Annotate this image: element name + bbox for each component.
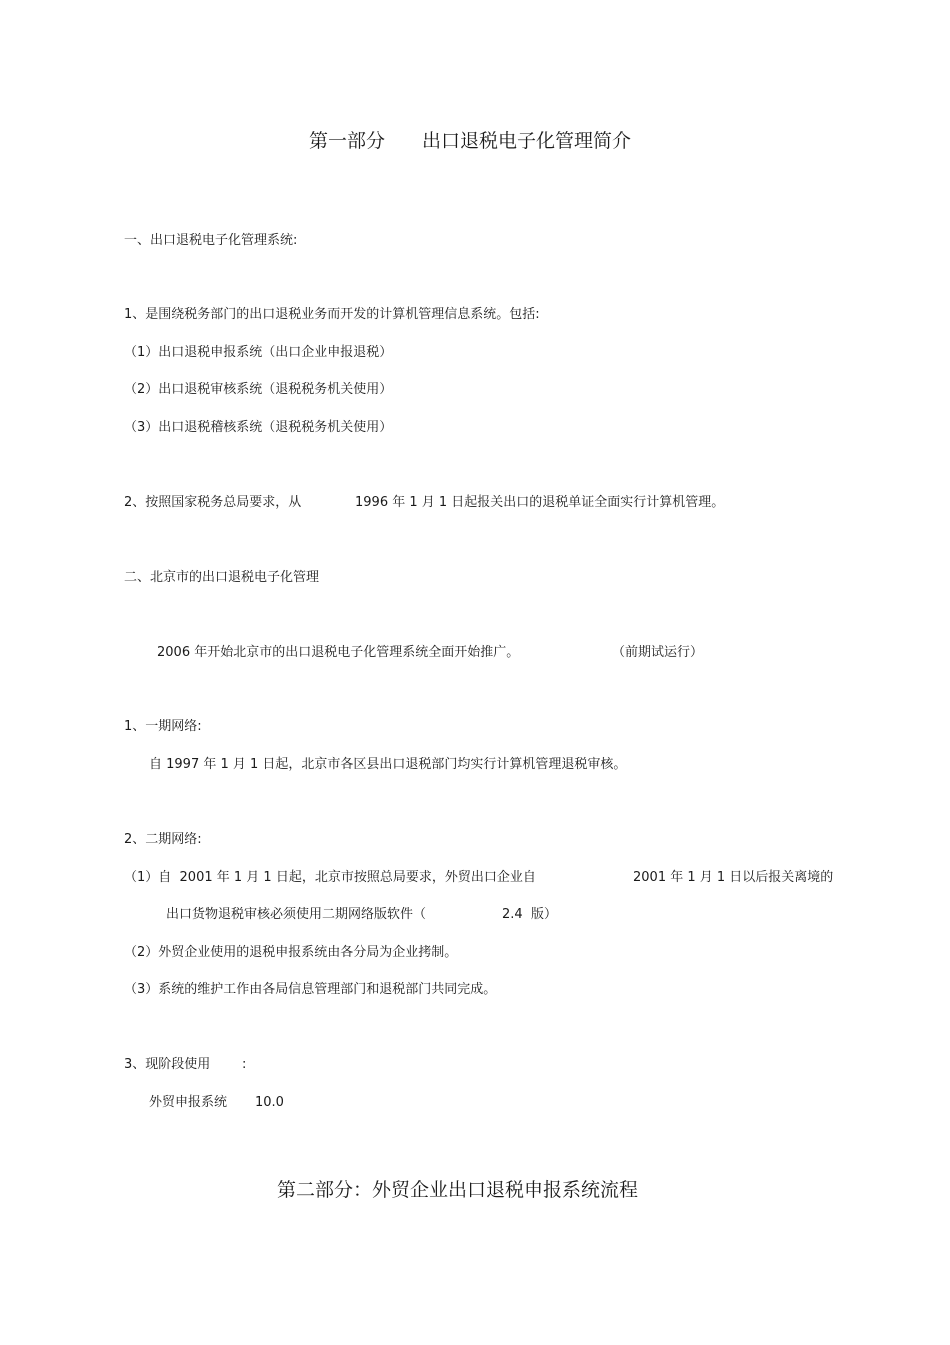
section2-intro-part-a: 2006 年开始北京市的出口退税电子化管理系统全面开始推广。 bbox=[157, 645, 520, 660]
phase3-system-version: 10.0 bbox=[255, 1095, 284, 1110]
phase2-sub3: （3）系统的维护工作由各局信息管理部门和退税部门共同完成。 bbox=[124, 982, 497, 997]
phase2-heading: 2、二期网络: bbox=[124, 832, 202, 847]
part1-title-text: 出口退税电子化管理简介 bbox=[422, 130, 632, 152]
section1-sub3: （3）出口退税稽核系统（退税税务机关使用） bbox=[124, 420, 393, 435]
section1-item2-part-b: 1996 年 1 月 1 日起报关出口的退税单证全面实行计算机管理。 bbox=[355, 495, 725, 510]
section1-sub1: （1）出口退税申报系统（出口企业申报退税） bbox=[124, 345, 393, 360]
phase3-system-name: 外贸申报系统 bbox=[149, 1095, 228, 1110]
phase3-colon: : bbox=[242, 1057, 247, 1072]
phase1-text: 自 1997 年 1 月 1 日起，北京市各区县出口退税部门均实行计算机管理退税审核。 bbox=[149, 757, 627, 772]
section1-item1: 1、是围绕税务部门的出口退税业务而开发的计算机管理信息系统。包括: bbox=[124, 307, 540, 322]
phase2-sub1-part-a: （1）自 2001 年 1 月 1 日起，北京市按照总局要求，外贸出口企业自 bbox=[124, 870, 536, 885]
phase2-sub2: （2）外贸企业使用的退税申报系统由各分局为企业拷制。 bbox=[124, 945, 458, 960]
section1-item2-part-a: 2、按照国家税务总局要求，从 bbox=[124, 495, 302, 510]
phase3-heading: 3、现阶段使用 bbox=[124, 1057, 211, 1072]
phase2-sub1-part-b: 2001 年 1 月 1 日以后报关离境的 bbox=[633, 870, 834, 885]
phase2-sub1-part-d: 2.4 版） bbox=[502, 907, 557, 922]
part2-title: 第二部分：外贸企业出口退税申报系统流程 bbox=[277, 1179, 639, 1201]
phase2-sub1-part-c: 出口货物退税审核必须使用二期网络版软件（ bbox=[166, 907, 427, 922]
section1-sub2: （2）出口退税审核系统（退税税务机关使用） bbox=[124, 382, 393, 397]
section2-heading: 二、北京市的出口退税电子化管理 bbox=[124, 570, 320, 585]
part1-title-label: 第一部分 bbox=[309, 130, 386, 152]
section1-heading: 一、出口退税电子化管理系统: bbox=[124, 233, 298, 248]
section2-intro-part-b: （前期试运行） bbox=[612, 645, 704, 660]
phase1-heading: 1、一期网络: bbox=[124, 719, 202, 734]
